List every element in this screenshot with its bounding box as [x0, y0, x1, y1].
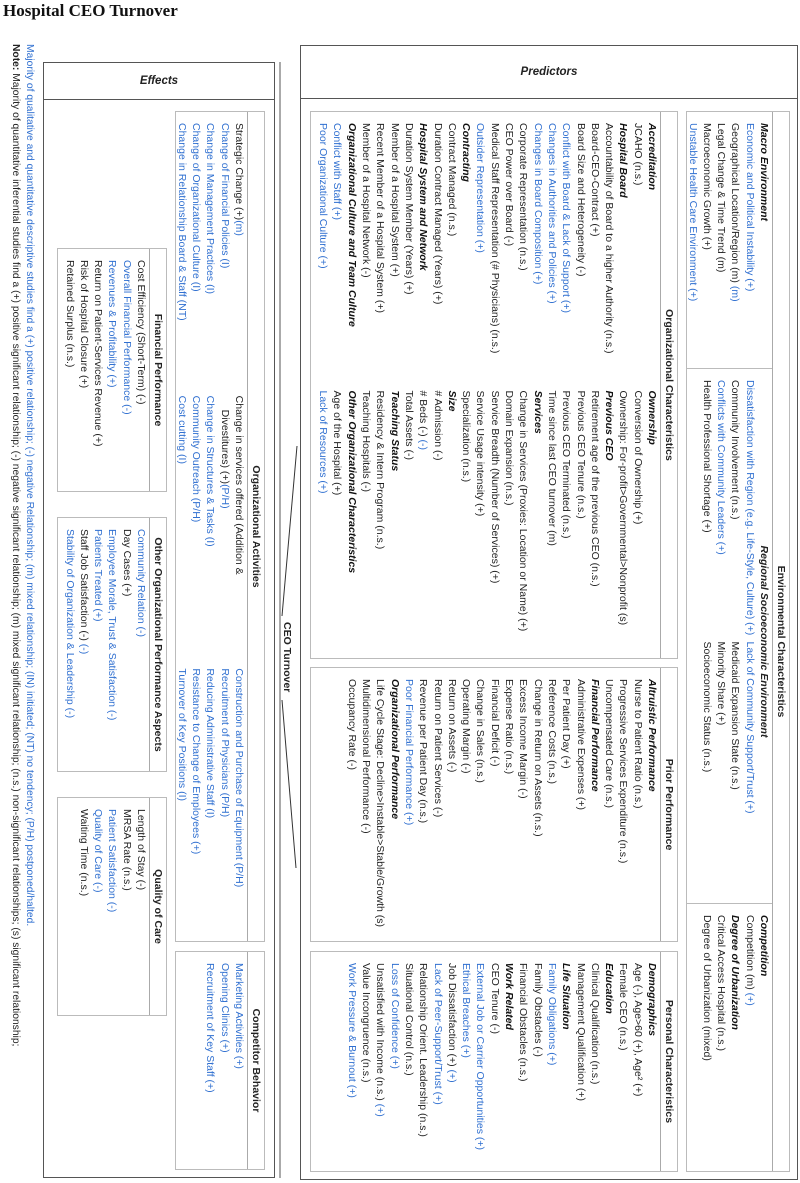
- effects-header: Effects: [44, 63, 274, 100]
- factor-item: Previous CEO Terminated (n.s.): [560, 390, 573, 539]
- factor-item: Return on Assets (-): [445, 679, 458, 773]
- factor-item: Domain Expansion (n.s.): [503, 390, 516, 506]
- factor-item: Poor Organizational Culture (+): [317, 123, 330, 269]
- factor-item: Recruitment of Physicians (P/H): [218, 668, 231, 818]
- factor-item: Situational Control (n.s.): [402, 963, 415, 1076]
- figure-title: Hospital CEO Turnover: [3, 1, 178, 20]
- factor-item: Minority Share (+): [715, 641, 728, 726]
- factor-item: Construction and Purchase of Equipment (P/H): [233, 668, 245, 888]
- factor-item: Resistance to Change of Employees (+): [190, 668, 203, 855]
- factor-item: Conflicts with Community Leaders (+): [715, 380, 728, 555]
- factor-item: Loss of Confidence (+): [388, 963, 401, 1069]
- category-heading: Accreditation: [646, 123, 658, 191]
- box-title: Environmental Characteristics: [772, 112, 789, 1171]
- factor-item: Community Involvement (n.s.): [729, 380, 742, 520]
- factor-item: Macroeconomic Growth (+): [700, 123, 713, 250]
- factor-text: # Beds (-): [417, 390, 430, 440]
- funnel-line-lower: [282, 700, 296, 868]
- category-heading: Life Situation: [560, 963, 573, 1030]
- factor-item: Dissatisfaction with Region (e.g. Life-Style, Culture) (+): [743, 380, 756, 636]
- category-heading: Altruistic Performance: [646, 679, 658, 792]
- factor-item: Ethical Breaches (+): [460, 963, 473, 1058]
- factor-item: Occupancy Rate (-): [345, 679, 358, 771]
- factor-item: Turnover of Key Positions (I): [175, 668, 188, 802]
- funnel-line-upper: [282, 446, 297, 616]
- factor-item: Retained Surplus (n.s.): [63, 260, 76, 368]
- factor-item: Medical Staff Representation (# Physicians) (n.s.): [488, 123, 501, 354]
- factor-item: Patients Treated (+): [92, 529, 105, 622]
- factor-item: Recent Member of a Hospital System (+): [374, 123, 387, 313]
- factor-item: Work Pressure & Burnout (+): [345, 963, 358, 1098]
- factor-item: Length of Stay (-): [135, 809, 147, 891]
- factor-item: Critical Access Hospital (n.s.): [715, 915, 728, 1051]
- factor-item: Socioeconomic Status (n.s.): [700, 641, 713, 773]
- factor-item: Family Obstacles (-): [531, 963, 544, 1057]
- factor-item: Quality of Care (-): [92, 809, 105, 893]
- factor-item: Previous CEO Tenure (n.s.): [574, 390, 587, 519]
- factor-item: Day Cases (+): [120, 529, 133, 597]
- factor-item: Changes in Board Composition (+): [531, 123, 544, 285]
- factor-item: Duration System Member (Years) (+): [402, 123, 415, 295]
- factor-item: Community Outreach (P/H): [190, 395, 203, 523]
- category-heading: Previous CEO: [603, 390, 616, 461]
- factor-item: Change in Structures & Tasks (I): [204, 395, 217, 547]
- factor-item: Legal Change & Time Trend (m): [715, 123, 728, 273]
- factor-item: Age (-), Age>60 (+), Age² (+): [631, 963, 644, 1097]
- category-heading: Size: [445, 390, 458, 412]
- category-heading: Financial Performance: [588, 679, 601, 792]
- category-heading: Organizational Culture and Team Culture: [345, 123, 358, 327]
- factor-item: Retirement age of the previous CEO (n.s.): [588, 390, 601, 587]
- factor-item: Ownership: For-profit>Governmental>Nonprofit (s): [617, 390, 630, 626]
- factor-qualifier: (-): [77, 643, 90, 655]
- factor-item: Changes in Authorities and Policies (+): [545, 123, 558, 304]
- factor-item: Financial Deficit (-): [488, 679, 501, 767]
- factor-item: Progressive Services Expenditure (n.s.): [617, 679, 630, 864]
- factor-item: Economic and Political Instability (+): [743, 123, 756, 292]
- factor-item: Cost Efficiency (Short-Term) (-): [135, 260, 147, 405]
- factor-item: Recruitment of Key Staff (+): [204, 963, 217, 1093]
- factor-item: Change in Services (Proxies: Location or Name) (+): [517, 390, 530, 632]
- factor-qualifier: (P/H): [218, 484, 231, 509]
- factor-item: Change of Financial Policies (I): [218, 123, 231, 269]
- factor-item: Degree of Urbanization (mixed): [700, 915, 713, 1061]
- factor-text: Competition (m): [743, 915, 756, 993]
- factor-item: Member of a Hospital System (+): [388, 123, 401, 277]
- box-title: Other Organizational Performance Aspects: [149, 518, 166, 771]
- factor-text: Unsatisfied with Income (n.s.): [374, 963, 387, 1104]
- category-heading: Degree of Urbanization: [729, 915, 742, 1030]
- factor-item: Change in Sales (n.s.): [474, 679, 487, 783]
- factor-text: Geographical Location/Region (m): [729, 123, 742, 286]
- factor-item: Multidimensional Performance (-): [360, 679, 373, 834]
- factor-item: Stability of Organization & Leadership (-): [63, 529, 76, 719]
- box-title: Organizational Activities: [247, 112, 264, 941]
- box-title: Competitor Behavior: [247, 952, 264, 1169]
- factor-qualifier: (m): [233, 220, 245, 236]
- factor-item: Change in Management Practices (I): [204, 123, 217, 294]
- factor-item: Member of a Hospital Network (-): [360, 123, 373, 278]
- factor-item: Female CEO (n.s.): [617, 963, 630, 1051]
- factor-text: Strategic Change (+): [233, 123, 245, 221]
- factor-item: Age of the Hospital (+): [331, 390, 344, 496]
- category-heading: Demographics: [646, 963, 658, 1036]
- factor-qualifier: (+): [743, 992, 756, 1006]
- factor-item: Poor Financial Performance (+): [402, 679, 415, 826]
- factor-item: Excess Income Margin (-): [517, 679, 530, 799]
- factor-item: Financial Obstacles (n.s.): [517, 963, 530, 1082]
- panel-subtitle: Regional Socioeconomic Environment: [758, 545, 770, 738]
- category-heading: Work Related: [503, 963, 516, 1030]
- factor-item: Teaching Hospitals (-): [360, 390, 373, 493]
- factor-item: Value Incongruence (n.s.): [360, 963, 373, 1083]
- note-text: Majority of quantitative inferential studies find a (+) positive significant relationship; (-) negative significant relationship; (m) mixed significant relationship; (n.s.) non-significant relationships; (s) significant relationship;: [10, 73, 21, 1047]
- factor-item: Clinical Qualification (n.s.): [588, 963, 601, 1085]
- factor-item: Accountability of Board to a higher Authority (n.s.): [603, 123, 616, 354]
- factor-item: Lack of Peer-Support/Trust (+): [431, 963, 444, 1105]
- factor-item: External Job or Carrier Opportunities (+): [474, 963, 487, 1151]
- factor-item: Cost cutting (I): [175, 395, 188, 464]
- category-heading: Contracting: [460, 123, 473, 182]
- factor-qualifier: (+): [374, 1103, 387, 1117]
- factor-text: Staff Job Satisfaction (-): [77, 529, 90, 644]
- category-heading: Services: [531, 390, 544, 434]
- category-heading: Macro Environment: [758, 123, 770, 222]
- factor-item: Conflict with Board & Lack of Support (+): [560, 123, 573, 313]
- factor-item: Board Size and Heterogeneity (-): [574, 123, 587, 277]
- note-line-descriptive: Majority of qualitative and quantitative descriptive studies find a (+) positive relationship; (-) negative Relationship; (m) mixed relationship; (IN) initiated; (NT) no tendency; (P/H) postponed/halted.: [24, 44, 35, 927]
- factor-qualifier: (m): [729, 285, 742, 302]
- factor-item: Employee Morale, Trust & Satisfaction (-): [106, 529, 119, 721]
- factor-item: Outsider Representation (+): [474, 123, 487, 253]
- box-title: Prior Performance: [660, 668, 677, 941]
- category-heading: Education: [603, 963, 616, 1014]
- factor-item: JCAHO (n.s.): [631, 123, 644, 186]
- factor-item: Community Relation (-): [135, 529, 147, 637]
- factor-item: Nurse to Patient Ratio (n.s.): [631, 679, 644, 809]
- factor-item: Conversion of Ownership (+): [631, 390, 644, 525]
- box-title: Organizational Characteristics: [660, 112, 677, 658]
- factor-item: Conflict with Staff (+): [331, 123, 344, 220]
- category-heading: Organizational Performance: [388, 679, 401, 820]
- category-heading: Hospital System and Network: [417, 123, 430, 271]
- factor-item: Revenue per Patient Day (n.s.): [417, 679, 430, 824]
- factor-item: Operating Margin (-): [460, 679, 473, 774]
- factor-item: Overall Financial Performance (-): [120, 260, 133, 415]
- factor-item: Reducing Administrative Staff (I): [204, 668, 217, 819]
- factor-item: Marketing Activities (+): [233, 963, 245, 1069]
- factor-item: Service Usage intensity (+): [474, 390, 487, 517]
- factor-item: Specialization (n.s.): [460, 390, 473, 483]
- factor-item: Per Patient Day (+): [560, 679, 573, 769]
- factor-item: Change in Return on Assets (n.s.): [531, 679, 544, 837]
- category-heading: Hospital Board: [617, 123, 630, 198]
- factor-item: Risk of Hospital Closure (+): [77, 260, 90, 389]
- factor-item: Lack of Community Support/Trust (+): [743, 641, 756, 814]
- factor-item: Revenues & Profitability (+): [106, 260, 119, 388]
- factor-item: Corporate Representation (n.s.): [517, 123, 530, 271]
- factor-text: Divestitures) (+): [218, 409, 231, 485]
- category-heading: Ownership: [646, 390, 658, 445]
- category-heading: Teaching Status: [388, 390, 401, 472]
- factor-item: Time since last CEO turnover (m): [545, 390, 558, 546]
- factor-item: CEO Power over Board (-): [503, 123, 516, 247]
- factor-item: # Admission (-): [431, 390, 444, 461]
- factor-item: Residency & Intern Program (n.s.): [374, 390, 387, 550]
- factor-item: Administrative Expenses (+): [574, 679, 587, 811]
- factor-text: Change in services offered (Addition &: [233, 395, 245, 575]
- factor-item: Medicaid Expansion State (n.s.): [729, 641, 742, 790]
- factor-item: Duration Contract Managed (Years) (+): [431, 123, 444, 305]
- factor-item: Change in Relationship Board & Staff (NT): [175, 123, 188, 321]
- factor-item: MRSA Rate (n.s.): [120, 809, 133, 891]
- factor-item: Management Qualification (+): [574, 963, 587, 1102]
- factor-item: Lack of Resources (+): [317, 390, 330, 494]
- factor-item: Expense Ratio (n.s.): [503, 679, 516, 775]
- factor-item: Return on Patient Services (-): [431, 679, 444, 818]
- factor-qualifier: (-): [417, 439, 430, 451]
- factor-item: Service Breadth (Number of Services) (+): [488, 390, 501, 584]
- factor-item: Return on Patient-Services Revenue (+): [92, 260, 105, 447]
- factor-item: Health Professional Shortage (+): [700, 380, 713, 533]
- factor-item: Opening Clinics (+): [218, 963, 231, 1053]
- factor-qualifier: (+): [445, 1069, 458, 1083]
- factor-item: Waiting Time (n.s.): [77, 809, 90, 897]
- box-title: Financial Performance: [149, 249, 166, 491]
- factor-item: Unstable Health Care Environment (+): [686, 123, 699, 302]
- box-title: Personal Characteristics: [660, 952, 677, 1171]
- category-heading: Competition: [758, 915, 770, 977]
- factor-item: Life Cycle Stage: Decline>Instable>Stable/Growth (s): [374, 679, 387, 928]
- factor-item: Total Assets (-): [402, 390, 415, 460]
- factor-text: Job Dissatisfaction (+): [445, 963, 458, 1070]
- predictors-header: Predictors: [301, 46, 797, 99]
- factor-item: Change of Organizational Culture (I): [190, 123, 203, 292]
- category-heading: Other Organizational Characteristics: [345, 390, 358, 574]
- box-title: Quality of Care: [149, 798, 166, 1015]
- factor-item: Patient Satisfaction (-): [106, 809, 119, 913]
- ceo-turnover-label: CEO Turnover: [281, 622, 293, 693]
- factor-item: Uncompensated Care (n.s.): [603, 679, 616, 808]
- factor-item: Reference Costs (n.s.): [545, 679, 558, 785]
- factor-item: Board-CEO-Contract (+): [588, 123, 601, 237]
- factor-item: Relationship Orient. Leadership (n.s.): [417, 963, 430, 1137]
- factor-item: Contract Managed (n.s.): [445, 123, 458, 237]
- factor-item: CEO Tenure (-): [488, 963, 501, 1034]
- factor-item: Family Obligations (+): [545, 963, 558, 1066]
- note-label: Note:: [10, 44, 21, 71]
